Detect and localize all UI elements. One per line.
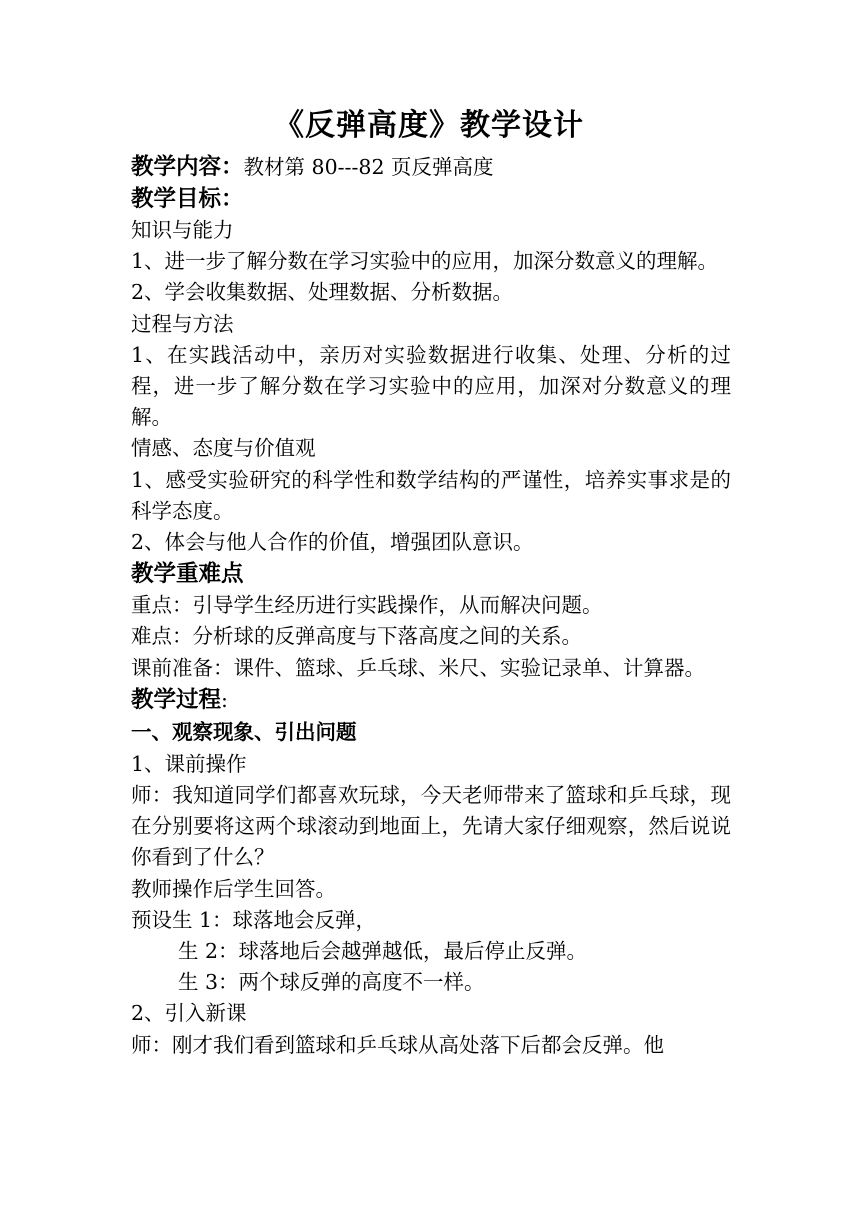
process-method-label: 过程与方法 (131, 311, 234, 336)
teaching-process-heading: 教学过程 (131, 686, 222, 713)
part1-teacher-speech-2: 师：刚才我们看到篮球和乒乓球从高处落下后都会反弹。他 (131, 1032, 664, 1057)
document-page (131, 103, 731, 1061)
emotion-label: 情感、态度与价值观 (131, 436, 316, 461)
hard-point: 难点：分析球的反弹高度与下落高度之间的关系。 (131, 624, 582, 649)
objectives-heading: 教学目标： (131, 186, 244, 212)
emotion-item-2: 2、体会与他人合作的价值，增强团队意识。 (131, 530, 534, 555)
key-point: 重点：引导学生经历进行实践操作，从而解决问题。 (131, 593, 603, 618)
difficulty-heading: 教学重难点 (131, 561, 244, 588)
part1-heading: 一、观察现象、引出问题 (131, 719, 357, 744)
document-title: 《反弹高度》教学设计 (274, 108, 584, 143)
knowledge-item-1: 1、进一步了解分数在学习实验中的应用，加深分数意义的理解。 (131, 249, 719, 274)
process-method-item-1: 1、在实践活动中，亲历对实验数据进行收集、处理、分析的过程，进一步了解分数在学习实验中的应用，加深对分数意义的理解。 (131, 342, 731, 430)
teaching-process-heading-row (131, 684, 731, 716)
knowledge-label: 知识与能力 (131, 218, 234, 242)
teaching-content-value: 教材第 80---82 页反弹高度 (243, 155, 494, 179)
knowledge-item-2: 2、学会收集数据、处理数据、分析数据。 (131, 280, 514, 305)
part1-answer-3: 生 3：两个球反弹的高度不一样。 (178, 970, 485, 995)
part1-teacher-speech-1: 师：我知道同学们都喜欢玩球，今天老师带来了篮球和乒乓球，现在分别要将这两个球滚动到地面上，先请大家仔细观察，然后说说你看到了什么？ (131, 783, 731, 870)
teaching-process-heading-suffix: : (221, 687, 228, 712)
teaching-content-row (131, 151, 731, 183)
part1-answer-1: 预设生 1：球落地会反弹， (131, 907, 377, 932)
class-preparation: 课前准备：课件、篮球、乒乓球、米尺、实验记录单、计算器。 (131, 655, 705, 680)
part1-answer-2: 生 2：球落地后会越弹越低，最后停止反弹。 (178, 939, 588, 964)
part1-step2: 2、引入新课 (131, 1001, 247, 1026)
part1-note: 教师操作后学生回答。 (131, 876, 336, 901)
part1-step1: 1、课前操作 (131, 751, 247, 776)
emotion-item-1: 1、感受实验研究的科学性和数学结构的严谨性，培养实事求是的科学态度。 (131, 467, 731, 523)
teaching-content-label: 教学内容： (131, 154, 244, 180)
